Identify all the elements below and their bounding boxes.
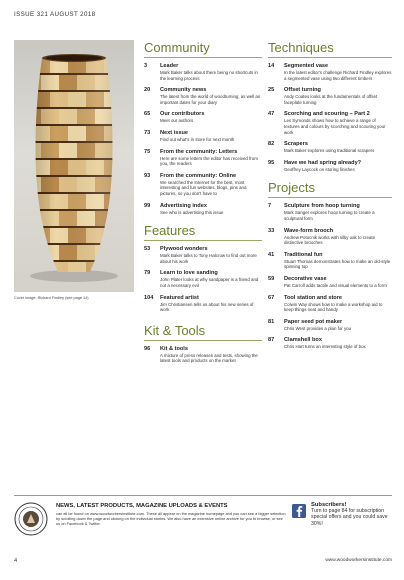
toc-description: The latest from the world of woodturning, as well as important dates for your diary [160,94,261,105]
toc-page-number: 53 [144,246,151,253]
toc-entry[interactable] [144,130,262,143]
website-link[interactable]: www.woodworkersinstitute.com [325,558,392,563]
toc-entry[interactable] [268,87,392,105]
toc-title: Scorching and scouring – Part 2 [284,111,370,118]
toc-entry[interactable] [144,149,262,167]
toc-description: In the latest editor's challenge Richard Findley explores a segmented vase using two different timbers [284,70,392,81]
footer-divider [14,495,392,496]
toc-description: Chris West provides a plan for you [284,325,352,331]
toc-entry[interactable] [144,346,262,364]
toc-title: Traditional fun [284,251,323,258]
features-list [144,246,262,313]
toc-entry[interactable] [144,173,262,197]
toc-title: Leader [160,63,179,69]
section-title-kit: Kit & Tools [144,323,262,341]
toc-title: Advertising index [160,202,207,209]
facebook-icon[interactable] [292,504,306,518]
toc-description: Colwin Way shows how to make a workshop aid to keep things neat and handy [284,301,383,313]
toc-title: Community news [160,87,207,94]
toc-page-number: 87 [268,337,275,344]
toc-title: From the community: Letters [160,148,238,155]
toc-page-number: 20 [144,87,151,94]
toc-entry[interactable] [268,141,392,154]
toc-entry[interactable] [268,276,392,289]
toc-title: Paper seed pot maker [284,318,343,325]
toc-entry[interactable] [144,203,262,216]
toc-entry[interactable] [268,228,392,246]
toc-title: From the community: Online [160,172,237,179]
toc-entry[interactable] [268,111,392,135]
kit-list [144,346,262,364]
toc-description: Meet our authors [160,118,194,124]
toc-page-number: 81 [268,318,275,325]
toc-page-number: 95 [268,159,275,166]
toc-title: Have we had spring already? [284,159,362,166]
toc-page-number: 65 [144,111,151,118]
toc-description: Stuart Thomas demonstrates how to make an old-style spinning top [284,258,391,270]
toc-title: Clamshell box [284,337,322,344]
toc-page-number: 67 [268,294,275,301]
toc-page-number: 25 [268,87,275,94]
toc-entry[interactable] [268,203,392,221]
toc-page-number: 75 [144,148,151,155]
toc-entry[interactable] [144,295,262,313]
segmented-vase-image [14,40,134,292]
toc-description: Find out what's in store for next month [160,136,235,142]
toc-page-number: 93 [144,172,151,179]
section-title-techniques: Techniques [268,40,392,58]
toc-description: Andrew Potocnik works with silky oak to create distinctive brooches [284,234,376,246]
toc-page-number: 82 [268,141,275,148]
toc-description: Andy Coates looks at the fundamentals of offset faceplate turning [284,94,378,105]
toc-description: Geoffrey Laycock on storing finishes [284,166,355,172]
toc-title: Offset turning [284,87,321,94]
toc-page-number: 47 [268,111,275,118]
seal-icon [14,502,48,536]
issue-label: ISSUE 321 AUGUST 2018 [14,11,96,18]
toc-description: We searched the Internet for the best, most interesting and fun websites, blogs, pins and pictures, so you don't have to [160,179,247,196]
toc-page-number: 104 [144,294,154,301]
subscribers-title: Subscribers! [311,502,347,508]
page-number: 4 [14,558,18,564]
toc-page-number: 7 [268,203,272,210]
toc-title: Plywood wonders [160,246,208,253]
toc-entry[interactable] [268,337,392,350]
toc-title: Decorative vase [284,275,327,282]
toc-title: Tool station and store [284,294,343,301]
toc-title: Segmented vase [284,63,329,69]
toc-page-number: 96 [144,345,151,352]
subscribers-block [311,502,395,527]
toc-description: A mixture of press releases and tests, showing the latest tools and products on the market [160,352,258,364]
toc-page-number: 3 [144,63,148,69]
section-title-features: Features [144,223,262,241]
right-column [268,40,392,356]
toc-page-number: 73 [144,129,151,136]
projects-list [268,203,392,350]
toc-title: Sculpture from hoop turning [284,203,360,210]
news-title: NEWS, LATEST PRODUCTS, MAGAZINE UPLOADS & EVENTS [56,503,228,509]
toc-page-number: 41 [268,251,275,258]
toc-description: Chris Hart turns an interesting style of box [284,344,366,350]
toc-entry[interactable] [268,63,392,81]
toc-page-number: 33 [268,227,275,234]
toc-description: Mark Baker talks to Tony Halcrow to find out more about his work [160,253,257,264]
toc-description: Here are some letters the editor has received from you, the readers [160,155,258,167]
toc-title: Scrapers [284,141,308,148]
toc-entry[interactable] [268,319,392,332]
toc-description: John Plater looks at why sandpaper is a friend and not a necessary evil [160,277,259,288]
toc-title: Learn to love sanding [160,270,218,277]
toc-entry[interactable] [144,111,262,124]
community-list [144,63,262,215]
section-title-projects: Projects [268,180,392,198]
toc-description: Les Symonds shows how to achieve a range of textures and colours by scorching and scouring your work [284,118,386,135]
toc-entry[interactable] [144,270,262,288]
toc-page-number: 79 [144,270,151,277]
footer [14,502,392,550]
section-title-community: Community [144,40,262,58]
photo-caption: Cover image: Richard Findley (see page 14) [14,296,89,300]
toc-page-number: 59 [268,275,275,282]
toc-title: Next issue [160,129,188,136]
news-text: can all be found on www.woodworkersinstitute.com. These all appear on the magazine homepage and you can see a bigger selection by scrolling down the page and clicking on the individual stories. We also have an extensive online archive for you to browse, or see us on Facebook & Twitter. [56,511,286,526]
toc-title: Our contributors [160,111,205,118]
toc-description: Pat Carroll adds tactile and visual elements to a form [284,282,387,288]
news-block [56,503,286,526]
toc-description: Mark Baker talks about there being no shortcuts in the learning process [160,70,258,81]
toc-description: Jim Christiansen tells us about his new series of work [160,301,254,313]
cover-photo [14,40,134,292]
toc-entry[interactable] [144,63,262,81]
toc-page-number: 14 [268,63,275,69]
toc-page-number: 99 [144,202,151,209]
toc-entry[interactable] [144,87,262,105]
toc-title: Kit & tools [160,345,188,352]
toc-entry[interactable] [268,295,392,313]
toc-entry[interactable] [268,252,392,270]
techniques-list [268,63,392,172]
toc-description: Mark Sanger explores hoop turning to create a sculptural form [284,210,375,221]
left-column [144,40,262,370]
toc-entry[interactable] [144,246,262,264]
subscribers-text: Turn to page 84 for subscription special offers and you could save 30%! [311,508,388,527]
toc-title: Featured artist [160,294,199,301]
toc-description: See who is advertising this issue [160,209,224,215]
toc-description: Mark Baker explores using traditional scrapers [284,148,375,154]
toc-entry[interactable] [268,160,392,173]
toc-title: Wave-form brooch [284,227,334,234]
